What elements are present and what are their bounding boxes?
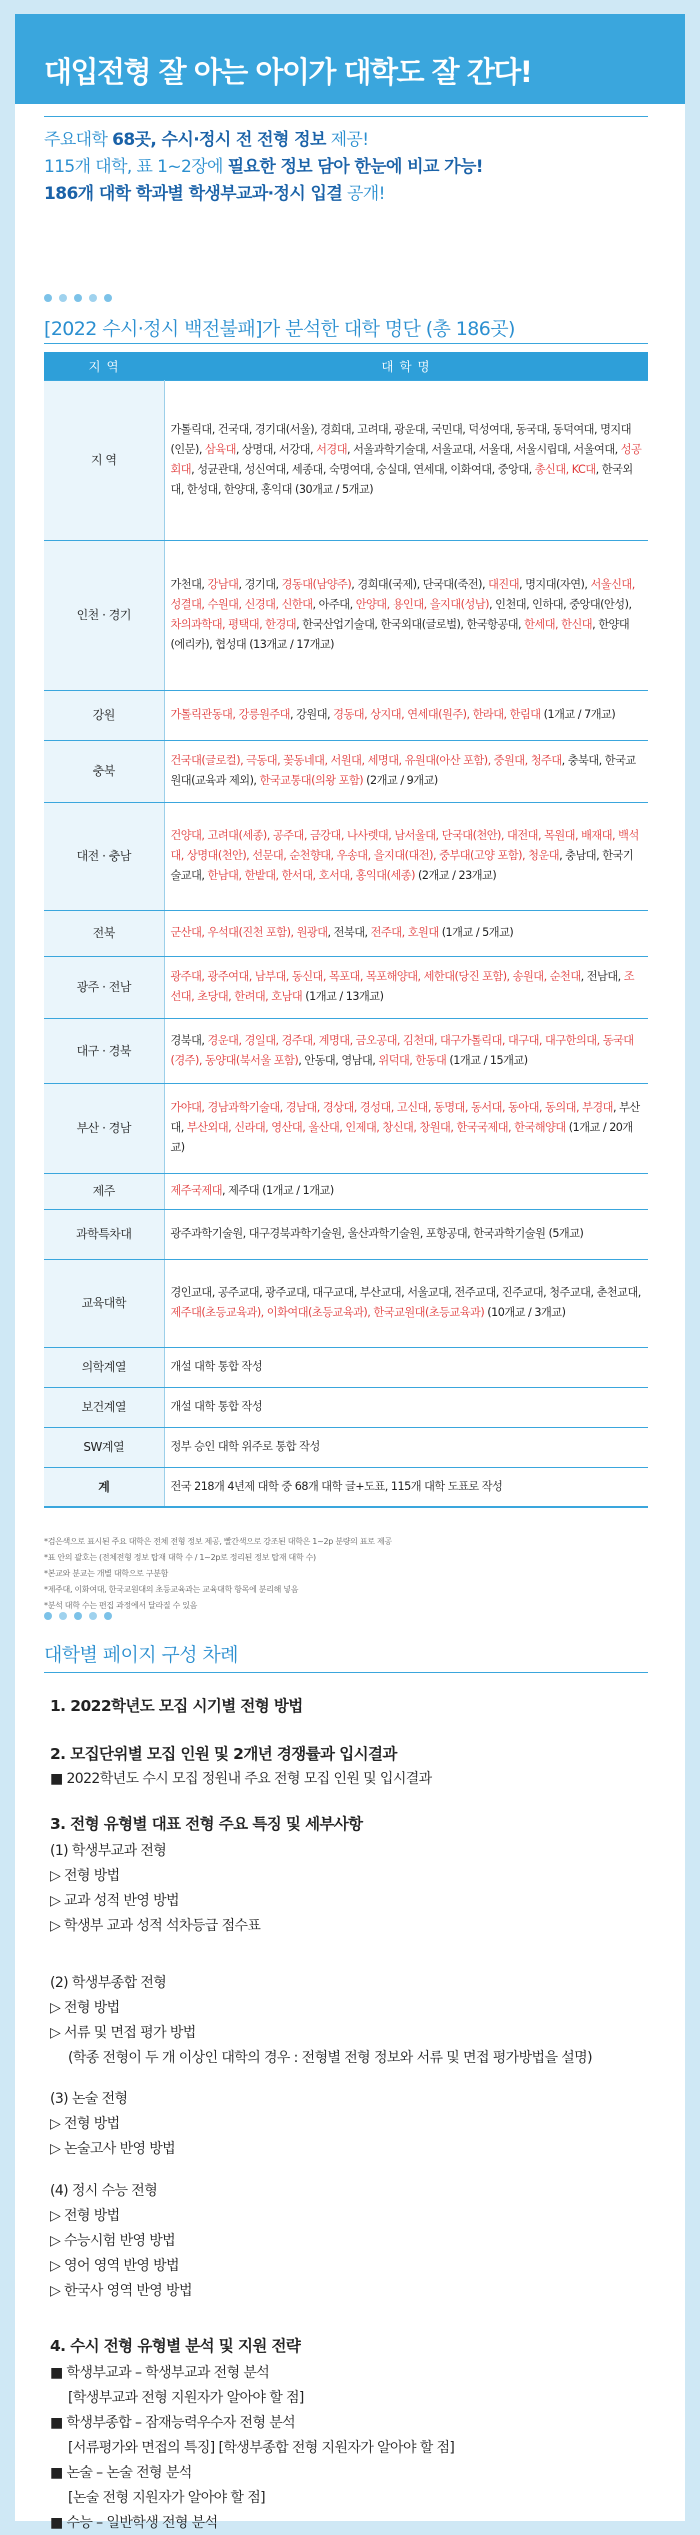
univ-name: 경북대, xyxy=(170,1033,208,1047)
note-line: *제주대, 이화여대, 한국교원대의 초등교육과는 교육대학 항목에 분리해 넣음 xyxy=(44,1585,299,1594)
univ-name: 개설 대학 통합 작성 xyxy=(170,1360,263,1373)
univ-name-highlight: 전주대, 호원대 xyxy=(370,926,439,939)
univ-list-cell xyxy=(164,740,648,802)
univ-list-cell xyxy=(164,910,648,956)
univ-name: , 충남대, 한국기술교대, xyxy=(170,849,634,882)
univ-list-cell xyxy=(164,380,648,540)
hero-divider xyxy=(44,116,648,117)
region-cell: 강원 xyxy=(44,690,164,740)
toc-item: ■ 논술 – 논술 전형 분석 xyxy=(50,2465,192,2481)
univ-name-highlight: 제주국제대 xyxy=(170,1184,223,1197)
table-row xyxy=(44,802,648,910)
univ-name: 정부 승인 대학 위주로 통합 작성 xyxy=(170,1440,320,1453)
toc-item: ■ 학생부종합 – 잠재능력우수자 전형 분석 xyxy=(50,2415,296,2431)
univ-name-highlight: 총신대, KC대 xyxy=(534,463,596,476)
univ-name-highlight: 한국교통대(의왕 포함) xyxy=(259,774,364,787)
univ-name-highlight: 차의과학대, 평택대, 한경대 xyxy=(170,618,297,631)
section-dots xyxy=(44,1612,112,1620)
header-univ: 대 학 명 xyxy=(164,352,648,380)
univ-name-highlight: 군산대, 우석대(진천 포함), 원광대 xyxy=(170,926,328,939)
toc-item: ▷ 논술고사 반영 방법 xyxy=(50,2141,176,2157)
table-row xyxy=(44,1387,648,1427)
univ-name: , 아주대, xyxy=(312,598,356,611)
univ-name: (1개교 / 13개교) xyxy=(302,990,384,1003)
univ-name-highlight: 위덕대, 한동대 xyxy=(378,1053,447,1067)
note-line: *검은색으로 표시된 주요 대학은 전체 전형 정보 제공, 빨간색으로 강조된 대학은 1~2p 분량의 표로 제공 xyxy=(44,1537,392,1546)
toc-subheading: (1) 학생부교과 전형 xyxy=(50,1843,167,1859)
univ-list-cell xyxy=(164,956,648,1018)
region-cell: SW계열 xyxy=(44,1427,164,1467)
toc-item: ▷ 영어 영역 반영 방법 xyxy=(50,2258,179,2274)
univ-name: 가톨릭대, 건국대, 경기대(서울), 경희대, 고려대, 광운대, 국민대, 덕성여대, 동국대, 동덕여대, 명지대(인문), xyxy=(170,423,632,456)
toc-item: ▷ 전형 방법 xyxy=(50,2000,120,2016)
table-row xyxy=(44,956,648,1018)
toc-item: ▷ 교과 성적 반영 방법 xyxy=(50,1893,179,1909)
univ-name: , 전북대, xyxy=(327,926,371,939)
toc-item: ▷ 학생부 교과 성적 석차등급 점수표 xyxy=(50,1918,261,1934)
region-cell: 대전 · 충남 xyxy=(44,802,164,910)
univ-name: (1개교 / 7개교) xyxy=(540,708,616,721)
toc-item: ▷ 서류 및 면접 평가 방법 xyxy=(50,2025,196,2041)
univ-name: , 제주대 (1개교 / 1개교) xyxy=(222,1184,334,1197)
univ-name-highlight: 안양대, 용인대, 을지대(성남) xyxy=(355,598,490,611)
univ-name: , 안동대, 영남대, xyxy=(298,1053,379,1067)
univ-name: , 상명대, 서강대, xyxy=(235,443,317,456)
table-total-row xyxy=(44,1467,648,1507)
univ-name-highlight: 서울신대, 성결대, 수원대, 신경대, 신한대 xyxy=(170,578,635,611)
hero-title: 대입전형 잘 아는 아이가 대학도 잘 간다! xyxy=(44,55,532,89)
intro-text: 제공! xyxy=(325,130,369,150)
univ-name-highlight: 조선대, 초당대, 한려대, 호남대 xyxy=(170,970,635,1003)
region-cell: 의학계열 xyxy=(44,1347,164,1387)
toc-heading: 2. 모집단위별 모집 인원 및 2개년 경쟁률과 입시결과 xyxy=(50,1745,397,1763)
univ-name: 광주과학기술원, 대구경북과학기술원, 울산과학기술원, 포항공대, 한국과학기술원 (5개교) xyxy=(170,1227,584,1240)
univ-name-highlight: 한남대, 한밭대, 한서대, 호서대, 홍익대(세종) xyxy=(207,869,415,882)
univ-list-cell xyxy=(164,802,648,910)
table-row xyxy=(44,1209,648,1259)
section2-title: 대학별 페이지 구성 차례 xyxy=(44,1644,238,1666)
univ-list-cell xyxy=(164,1018,648,1083)
table-body xyxy=(44,380,648,1507)
section-dots xyxy=(44,294,112,302)
region-cell: 지 역 xyxy=(44,380,164,540)
univ-list-cell xyxy=(164,1387,648,1427)
toc-item: [서류평가와 면접의 특징] [학생부종합 전형 지원자가 알아야 할 점] xyxy=(68,2440,455,2456)
univ-name-highlight: 건국대(글로컬), 극동대, 꽃동네대, 서원대, 세명대, 유원대(아산 포함), 중원대, 청주대 xyxy=(170,754,562,767)
toc-subheading: (4) 정시 수능 전형 xyxy=(50,2183,158,2199)
univ-name-highlight: 삼육대 xyxy=(204,443,236,456)
note-line: *본교와 분교는 개별 대학으로 구분함 xyxy=(44,1569,169,1578)
university-table xyxy=(44,352,648,1508)
section1-divider xyxy=(44,343,648,344)
univ-name-highlight: 건양대, 고려대(세종), 공주대, 금강대, 나사렛대, 남서울대, 단국대(천안), 대전대, 목원대, 배재대, 백석대, 상명대(천안), 선문대, 순천향대, 우송대, 을지대(대전), 중부대(고양 포함), 청운대 xyxy=(170,829,639,862)
univ-list-cell xyxy=(164,1209,648,1259)
region-cell: 인천 · 경기 xyxy=(44,540,164,690)
region-cell: 교육대학 xyxy=(44,1259,164,1347)
toc-item: ▷ 전형 방법 xyxy=(50,2208,120,2224)
toc-item: ■ 수능 – 일반학생 전형 분석 xyxy=(50,2515,218,2531)
univ-name-highlight: 가야대, 경남과학기술대, 경남대, 경상대, 경성대, 고신대, 동명대, 동서대, 동아대, 동의대, 부경대 xyxy=(170,1101,613,1114)
univ-name-highlight: 경동대, 상지대, 연세대(원주), 한라대, 한림대 xyxy=(333,708,541,721)
table-row xyxy=(44,380,648,540)
table-row xyxy=(44,740,648,802)
total-label: 계 xyxy=(44,1467,164,1507)
univ-name-highlight: 제주대(초등교육과), 이화여대(초등교육과), 한국교원대(초등교육과) xyxy=(170,1306,485,1319)
intro-emphasis: 186개 대학 학과별 학생부교과·정시 입결 xyxy=(44,184,343,204)
toc-item: ▷ 한국사 영역 반영 방법 xyxy=(50,2283,192,2299)
region-cell: 충북 xyxy=(44,740,164,802)
region-cell: 보건계열 xyxy=(44,1387,164,1427)
intro-text: 주요대학 xyxy=(44,130,113,150)
univ-name-highlight: 가톨릭관동대, 강릉원주대 xyxy=(170,708,290,721)
toc-item: ▷ 전형 방법 xyxy=(50,2116,120,2132)
univ-name: , 강원대, xyxy=(290,708,334,721)
toc-heading: 3. 전형 유형별 대표 전형 주요 특징 및 세부사항 xyxy=(50,1815,363,1833)
table-row xyxy=(44,910,648,956)
univ-list-cell xyxy=(164,1083,648,1173)
intro-block xyxy=(44,127,664,208)
toc-item: ■ 2022학년도 수시 모집 정원내 주요 전형 모집 인원 및 입시결과 xyxy=(50,1771,432,1787)
univ-name: (10개교 / 3개교) xyxy=(484,1306,566,1319)
region-cell: 과학특차대 xyxy=(44,1209,164,1259)
note-line: *표 안의 괄호는 (전체전형 정보 탑재 대학 수 / 1~2p로 정리된 정보 탑재 대학 수) xyxy=(44,1553,316,1562)
univ-name-highlight: 강남대 xyxy=(207,578,239,591)
univ-name: (1개교 / 5개교) xyxy=(438,926,514,939)
univ-name: (2개교 / 9개교) xyxy=(363,774,438,787)
univ-name: , 한국외대, 한성대, 한양대, 홍익대 (30개교 / 5개교) xyxy=(170,463,633,496)
toc-subheading: (3) 논술 전형 xyxy=(50,2091,128,2107)
toc-item: [학생부교과 전형 지원자가 알아야 할 점] xyxy=(68,2390,304,2406)
region-cell: 광주 · 전남 xyxy=(44,956,164,1018)
table-row xyxy=(44,1259,648,1347)
toc-item: ▷ 전형 방법 xyxy=(50,1868,120,1884)
region-cell: 대구 · 경북 xyxy=(44,1018,164,1083)
intro-line-3 xyxy=(44,181,664,208)
note-line: *분석 대학 수는 편집 과정에서 달라질 수 있음 xyxy=(44,1601,198,1610)
univ-name: , 성균관대, 성신여대, 세종대, 숙명여대, 숭실대, 연세대, 이화여대, 중앙대, xyxy=(191,463,535,476)
univ-name: , 한국산업기술대, 한국외대(글로벌), 한국항공대, xyxy=(296,618,525,631)
univ-name-highlight: 광주대, 광주여대, 남부대, 동신대, 목포대, 목포해양대, 세한대(당진 포함), 송원대, 순천대 xyxy=(170,970,581,983)
univ-name: (1개교 / 15개교) xyxy=(446,1053,528,1067)
univ-name: 개설 대학 통합 작성 xyxy=(170,1400,263,1413)
table-row xyxy=(44,1018,648,1083)
univ-name-highlight: 한세대, 한신대 xyxy=(524,618,593,631)
intro-emphasis: 필요한 정보 담아 한눈에 비교 가능! xyxy=(227,157,483,177)
region-cell: 전북 xyxy=(44,910,164,956)
toc-item: ■ 학생부교과 – 학생부교과 전형 분석 xyxy=(50,2365,270,2381)
univ-name: (2개교 / 23개교) xyxy=(414,869,497,882)
univ-name-highlight: 경운대, 경일대, 경주대, 계명대, 금오공대, 김천대, 대구가톨릭대, 대구대, 대구한의대, 동국대(경주), 동양대(북서울 포함) xyxy=(170,1033,634,1067)
univ-list-cell xyxy=(164,1259,648,1347)
total-text: 전국 218개 4년제 대학 중 68개 대학 글+도표, 115개 대학 도표로 작성 xyxy=(164,1467,648,1507)
univ-name-highlight: 대진대 xyxy=(488,578,519,591)
table-notes xyxy=(44,1534,392,1614)
table-row xyxy=(44,540,648,690)
univ-name-highlight: 성공회대 xyxy=(170,443,642,476)
univ-list-cell xyxy=(164,1173,648,1209)
table-row xyxy=(44,1427,648,1467)
table-row xyxy=(44,1173,648,1209)
intro-text: 115개 대학, 표 1~2장에 xyxy=(44,157,228,177)
intro-line-1 xyxy=(44,127,664,154)
univ-name: 가천대, xyxy=(170,578,208,591)
univ-name-highlight: 서경대 xyxy=(316,443,347,456)
table-row xyxy=(44,1083,648,1173)
univ-name: , 인천대, 인하대, 중앙대(안성), xyxy=(489,598,632,611)
section2-divider xyxy=(44,1672,648,1673)
univ-name: , 서울과학기술대, 서울교대, 서울대, 서울시립대, 서울여대, xyxy=(347,443,621,456)
univ-list-cell xyxy=(164,540,648,690)
univ-name: , 경기대, xyxy=(238,578,282,591)
univ-name: (1개교 / 20개교) xyxy=(170,1121,633,1154)
header-region: 지 역 xyxy=(44,352,164,380)
toc-item: ▷ 수능시험 반영 방법 xyxy=(50,2233,176,2249)
intro-emphasis: 68곳, 수시·정시 전 전형 정보 xyxy=(112,130,326,150)
section1-title: [2022 수시·정시 백전불패]가 분석한 대학 명단 (총 186곳) xyxy=(44,318,515,340)
toc-heading: 4. 수시 전형 유형별 분석 및 지원 전략 xyxy=(50,2337,301,2355)
univ-name: , 명지대(자연), xyxy=(519,578,591,591)
intro-line-2 xyxy=(44,154,664,181)
univ-name: , 충북대, 한국교원대(교육과 제외), xyxy=(170,754,636,787)
univ-name: , 부산대, xyxy=(170,1101,640,1134)
intro-text: 공개! xyxy=(342,184,385,204)
region-cell: 제주 xyxy=(44,1173,164,1209)
univ-name-highlight: 부산외대, 신라대, 영산대, 울산대, 인제대, 창신대, 창원대, 한국국제대, 한국해양대 xyxy=(186,1121,566,1134)
univ-name-highlight: 경동대(남양주) xyxy=(281,578,352,591)
toc-subheading: (2) 학생부종합 전형 xyxy=(50,1975,167,1991)
table-header-row xyxy=(44,352,648,380)
toc-heading: 1. 2022학년도 모집 시기별 전형 방법 xyxy=(50,1697,303,1715)
univ-name: , 전남대, xyxy=(580,970,624,983)
univ-name: , 경희대(국제), 단국대(죽전), xyxy=(351,578,489,591)
table-row xyxy=(44,1347,648,1387)
table-row xyxy=(44,690,648,740)
univ-list-cell xyxy=(164,1427,648,1467)
univ-name: , 한양대(에리카), 협성대 (13개교 / 17개교) xyxy=(170,618,630,651)
region-cell: 부산 · 경남 xyxy=(44,1083,164,1173)
toc-item: [논술 전형 지원자가 알아야 할 점] xyxy=(68,2490,265,2506)
univ-list-cell xyxy=(164,690,648,740)
univ-name: 경인교대, 공주교대, 광주교대, 대구교대, 부산교대, 서울교대, 전주교대, 진주교대, 청주교대, 춘천교대, xyxy=(170,1286,641,1299)
toc-item: (학종 전형이 두 개 이상인 대학의 경우 : 전형별 전형 정보와 서류 및 면접 평가방법을 설명) xyxy=(68,2050,592,2066)
univ-list-cell xyxy=(164,1347,648,1387)
